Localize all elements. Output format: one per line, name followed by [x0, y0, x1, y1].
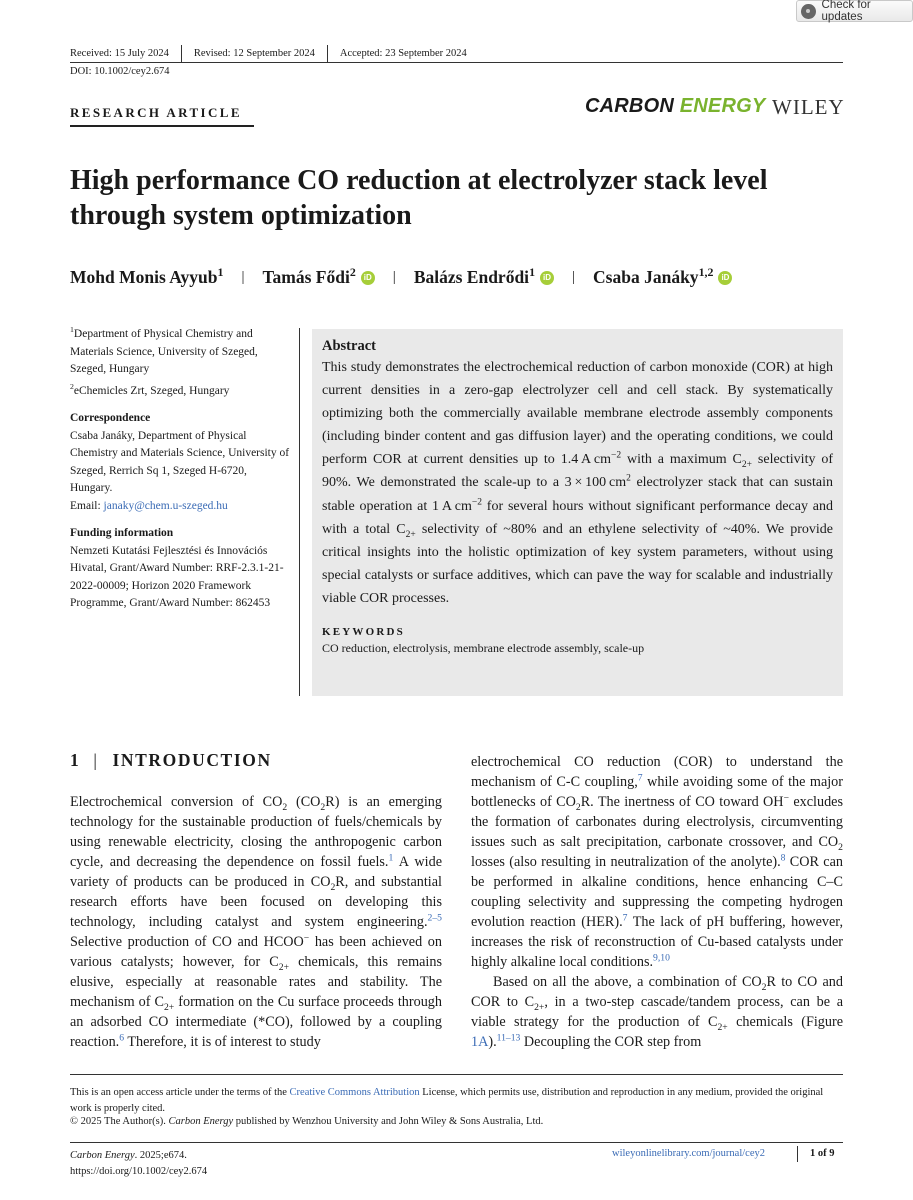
author-separator: | — [392, 269, 396, 285]
author-separator: | — [572, 269, 576, 285]
keywords-text: CO reduction, electrolysis, membrane electrode assembly, scale-up — [322, 641, 645, 656]
license-note: This is an open access article under the terms of the Creative Commons Attribution License, which permits use, distribution and reproduction in any medium, provided the original work is properly cited. — [70, 1087, 824, 1114]
divider — [327, 45, 328, 62]
section-title: INTRODUCTION — [112, 750, 272, 770]
update-icon — [801, 4, 816, 19]
citation-link[interactable]: 9,10 — [653, 952, 670, 964]
affiliation: $^2$eChemicles Zrt, Szeged, Hungary — [70, 381, 230, 397]
citation-link[interactable]: 1 — [388, 852, 394, 864]
journal-logo — [585, 95, 765, 118]
check-for-updates-label: Check for updates — [821, 0, 871, 23]
column-divider — [299, 328, 300, 696]
paragraph: electrochemical CO reduction (COR) to understand the mechanism of C-C coupling,$^7$ while avoiding some of the major bottlenecks of $CO_2R$. The inertness of CO toward OH− excludes the formation of carbonates during electrolysis, circumventing issues such as salt precipitation, carbonate crossover, and $CO_2$ losses (also resulting in neutralization of the anolyte).$^8$ COR can be performed in alkaline conditions, hence enhancing C–C coupling selectivity and suppressing the competing hydrogen evolution reaction (HER).$^7$ The lack of pH buffering, however, increases the risk of reconstruction of Cu-based catalysts under highly alkaline local conditions.$^{9,10}$ — [471, 754, 844, 970]
body-column-left — [70, 792, 442, 1052]
footer-rule — [70, 1142, 843, 1143]
section-heading — [70, 750, 272, 771]
section-number: 1 — [70, 750, 81, 770]
correspondence-email-line: Email: janaky@chem.u-szeged.hu — [70, 499, 228, 512]
citation-link[interactable]: 6 — [119, 1032, 125, 1044]
journal-logo-part2: ENERGY — [679, 95, 766, 117]
journal-citation: Carbon Energy. 2025;e674. https://doi.org/10.1002/cey2.674 — [70, 1148, 207, 1179]
footnote-rule — [70, 1074, 843, 1075]
abstract-box — [312, 329, 843, 696]
citation-link[interactable]: 2–5 — [427, 912, 442, 924]
affiliation: $^1$Department of Physical Chemistry and Materials Science, University of Szeged, Szeged, Hungary — [70, 325, 258, 375]
orcid-icon[interactable]: iD — [718, 271, 732, 285]
abstract-text: This study demonstrates the electrochemical reduction of carbon monoxide (COR) at high current densities in a zero-gap electrolyzer cell and cell stack. By systematically optimizing both the commercially available membrane electrode assembly components (including binder content and gas diffusion layer) and the operating conditions, we could perform COR at current densities up to 1.4 A $cm^{-2}$ with a maximum $C_{2+}$ selectivity of 90%. We demonstrated the scale-up to a 3 × 100 $cm^2$ electrolyzer stack that can sustain stable operation at 1 A $cm^{-2}$ for several hours without significant performance decay and with a total $C_{2+}$ selectivity of ~80% and an ethylene selectivity of ~40%. We provide critical insights into the holistic optimization of key system parameters, without using special catalysts or surface additives, which can pave the way for scalable and industrially viable COR processes. — [322, 360, 834, 606]
author-separator: | — [241, 269, 245, 285]
author[interactable]: Tamás Fődi$^2$ — [262, 265, 356, 287]
accepted-date: Accepted: 23 September 2024 — [339, 47, 467, 59]
header-rule — [70, 62, 843, 63]
publisher-logo: WILEY — [772, 95, 845, 119]
article-type-underline — [70, 125, 254, 127]
article-type: RESEARCH ARTICLE — [70, 105, 242, 120]
email-link[interactable]: janaky@chem.u-szeged.hu — [103, 499, 228, 512]
article-history — [70, 43, 467, 63]
author-list — [70, 267, 732, 288]
article-title: High performance CO reduction at electrolyzer stack level through system optimization — [70, 165, 768, 231]
article-info-column — [70, 326, 292, 613]
license-link[interactable]: Creative Commons Attribution — [289, 1087, 420, 1098]
page-number: 1 of 9 — [810, 1148, 835, 1159]
figure-link[interactable]: 1A — [471, 1034, 489, 1050]
divider — [797, 1146, 798, 1162]
funding-heading: Funding information — [70, 527, 174, 539]
correspondence-heading: Correspondence — [70, 412, 151, 424]
paragraph: Electrochemical conversion of $CO_2$ $(CO_2R)$ is an emerging technology for the sustainable production of fuels/chemicals by using renewable electricity, closing the anthropogenic carbon cycle, and decreasing the dependence on fossil fuels.$^1$ A wide variety of products can be produced in $CO_2R$, and substantial research efforts have been focused on developing this technology, including catalyst and system engineering.$^{2-5}$ Selective production of CO and HCOO− has been achieved on various catalysts; however, for $C_{2+}$ chemicals, this remains elusive, especially at reasonable rates and stability. The mechanism of $C_{2+}$ formation on the Cu surface proceeds through an adsorbed CO intermediate (*CO), followed by a coupling reaction.$^6$ Therefore, it is of interest to study — [70, 794, 442, 1050]
citation-link[interactable]: 8 — [780, 852, 786, 864]
journal-site-link[interactable]: wileyonlinelibrary.com/journal/cey2 — [612, 1148, 765, 1159]
received-date: Received: 15 July 2024 — [70, 47, 169, 59]
author[interactable]: Csaba Janáky$^{1,2}$ — [593, 265, 714, 287]
divider — [181, 45, 182, 62]
author[interactable]: Balázs Endrődi$^1$ — [413, 265, 536, 287]
keywords-heading: KEYWORDS — [322, 626, 405, 639]
citation-link[interactable]: 7 — [622, 912, 628, 924]
funding-text: Nemzeti Kutatási Fejlesztési és Innovációs Hivatal, Grant/Award Number: RRF-2.3.1-21-2022-00009; Horizon 2020 Framework Programme, Grant/Award Number: 862453 — [70, 544, 284, 609]
orcid-icon[interactable]: iD — [540, 271, 554, 285]
copyright-note: © 2025 The Author(s). Carbon Energy published by Wenzhou University and John Wiley & Sons Australia, Ltd. — [70, 1116, 544, 1127]
author[interactable]: Mohd Monis Ayyub$^1$ — [70, 265, 224, 287]
body-column-right — [471, 752, 843, 1052]
revised-date: Revised: 12 September 2024 — [193, 47, 315, 59]
paragraph: Based on all the above, a combination of $CO_2R$ to CO and COR to $C_{2+}$, in a two-step cascade/tandem process, can be a viable strategy for the production of $C_{2+}$ chemicals (Figure 1A).$^{11-13}$ Decoupling the COR step from — [471, 974, 844, 1050]
journal-logo-part1: CARBON — [585, 95, 680, 117]
doi: DOI: 10.1002/cey2.674 — [70, 66, 170, 77]
correspondence-text: Csaba Janáky, Department of Physical Chemistry and Materials Science, University of Szeged, Rerrich Sq 1, Szeged H-6720, Hungary. — [70, 429, 290, 494]
abstract-heading: Abstract — [322, 338, 376, 354]
citation-link[interactable]: 7 — [637, 772, 643, 784]
orcid-icon[interactable]: iD — [361, 271, 375, 285]
citation-link[interactable]: 11–13 — [496, 1032, 521, 1044]
check-for-updates-button[interactable] — [796, 0, 913, 22]
section-separator: | — [93, 750, 99, 770]
doi-link[interactable]: https://doi.org/10.1002/cey2.674 — [70, 1165, 208, 1177]
